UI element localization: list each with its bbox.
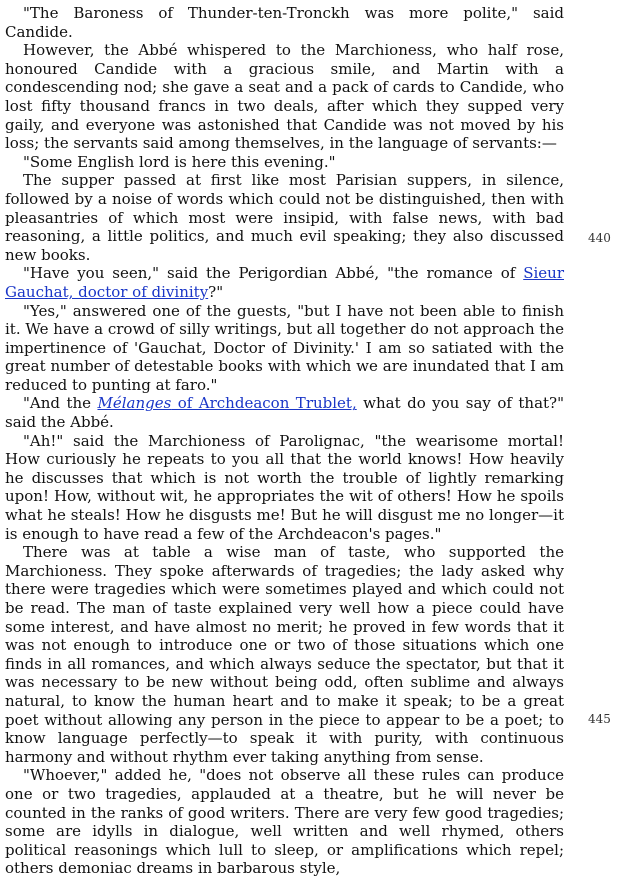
link-melanges-trublet[interactable]: [97, 394, 356, 412]
paragraph: "Ah!" said the Marchioness of Parolignac, "the wearisome mortal! How curiously he repeats to you all that the world knows! How heavily he discusses that which is not worth the trouble of lightly remarking upon! How, without wit, he appropriates the wit of others! How he spoils what he steals! How he disgusts me! But he will disgust me no longer—it is enough to have read a few of the Archdeacon's pages.": [5, 431, 564, 543]
paragraph-with-link: [5, 394, 564, 431]
paragraph: "Whoever," added he, "does not observe all these rules can produce one or two tragedies, applauded at a theatre, but he will never be counted in the ranks of good writers. There are very few good tragedies; some are idylls in dialogue, well written and well rhymed, others political reasonings which lull to sleep, or amplifications which repel; others demoniac dreams in barbarous style,: [5, 766, 564, 878]
paragraph: "Some English lord is here this evening.": [23, 152, 336, 171]
line-number-440: 440: [588, 231, 611, 245]
text-span: what do you say of that?" said the Abbé.: [5, 394, 564, 432]
text-span: "Have you seen," said the Perigordian Abbé, "the romance of: [23, 264, 524, 283]
paragraph: There was at table a wise man of taste, who supported the Marchioness. They spoke afterwards of tragedies; the lady asked why there were tragedies which were sometimes played and which could not be read. The man of taste explained very well how a piece could have some interest, and have almost no merit; he proved in few words that it was not enough to introduce one or two of those situations which one finds in all romances, and which always seduce the spectator, but that it was necessary to be new without being odd, often sublime and always natural, to know the human heart and to make it speak; to be a great poet without allowing any person in the piece to appear to be a poet; to know language perfectly—to speak it with purity, with continuous harmony and without rhythm ever taking anything from sense.: [5, 543, 564, 766]
line-number-445: 445: [588, 712, 611, 726]
link-italic-text: Mélanges: [97, 394, 172, 413]
book-page-text: [5, 4, 564, 878]
paragraph: However, the Abbé whispered to the Marchioness, who half rose, honoured Candide with a gracious smile, and Martin with a condescending nod; she gave a seat and a pack of cards to Candide, who lost fifty thousand francs in two deals, after which they supped very gaily, and everyone was astonished that Candide was not moved by his loss; the servants said among themselves, in the language of servants:—: [5, 41, 564, 153]
paragraph-with-link: [5, 264, 564, 301]
text-span: ?": [208, 282, 224, 301]
paragraph: "The Baroness of Thunder-ten-Tronckh was more polite," said Candide.: [5, 4, 564, 41]
link-sieur-gauchat[interactable]: Sieur Gauchat, doctor of divinity: [5, 264, 564, 301]
paragraph: The supper passed at first like most Parisian suppers, in silence, followed by a noise of words which could not be distinguished, then with pleasantries of which most were insipid, with false news, with bad reasoning, a little politics, and much evil speaking; they also discussed new books.: [5, 171, 564, 264]
link-text: of Archdeacon Trublet,: [171, 394, 357, 413]
paragraph: "Yes," answered one of the guests, "but I have not been able to finish it. We have a crowd of silly writings, but all together do not approach the impertinence of 'Gauchat, Doctor of Divinity.' I am so satiated with the great number of detestable books with which we are inundated that I am reduced to punting at faro.": [5, 301, 564, 394]
text-span: "And the: [23, 394, 98, 413]
